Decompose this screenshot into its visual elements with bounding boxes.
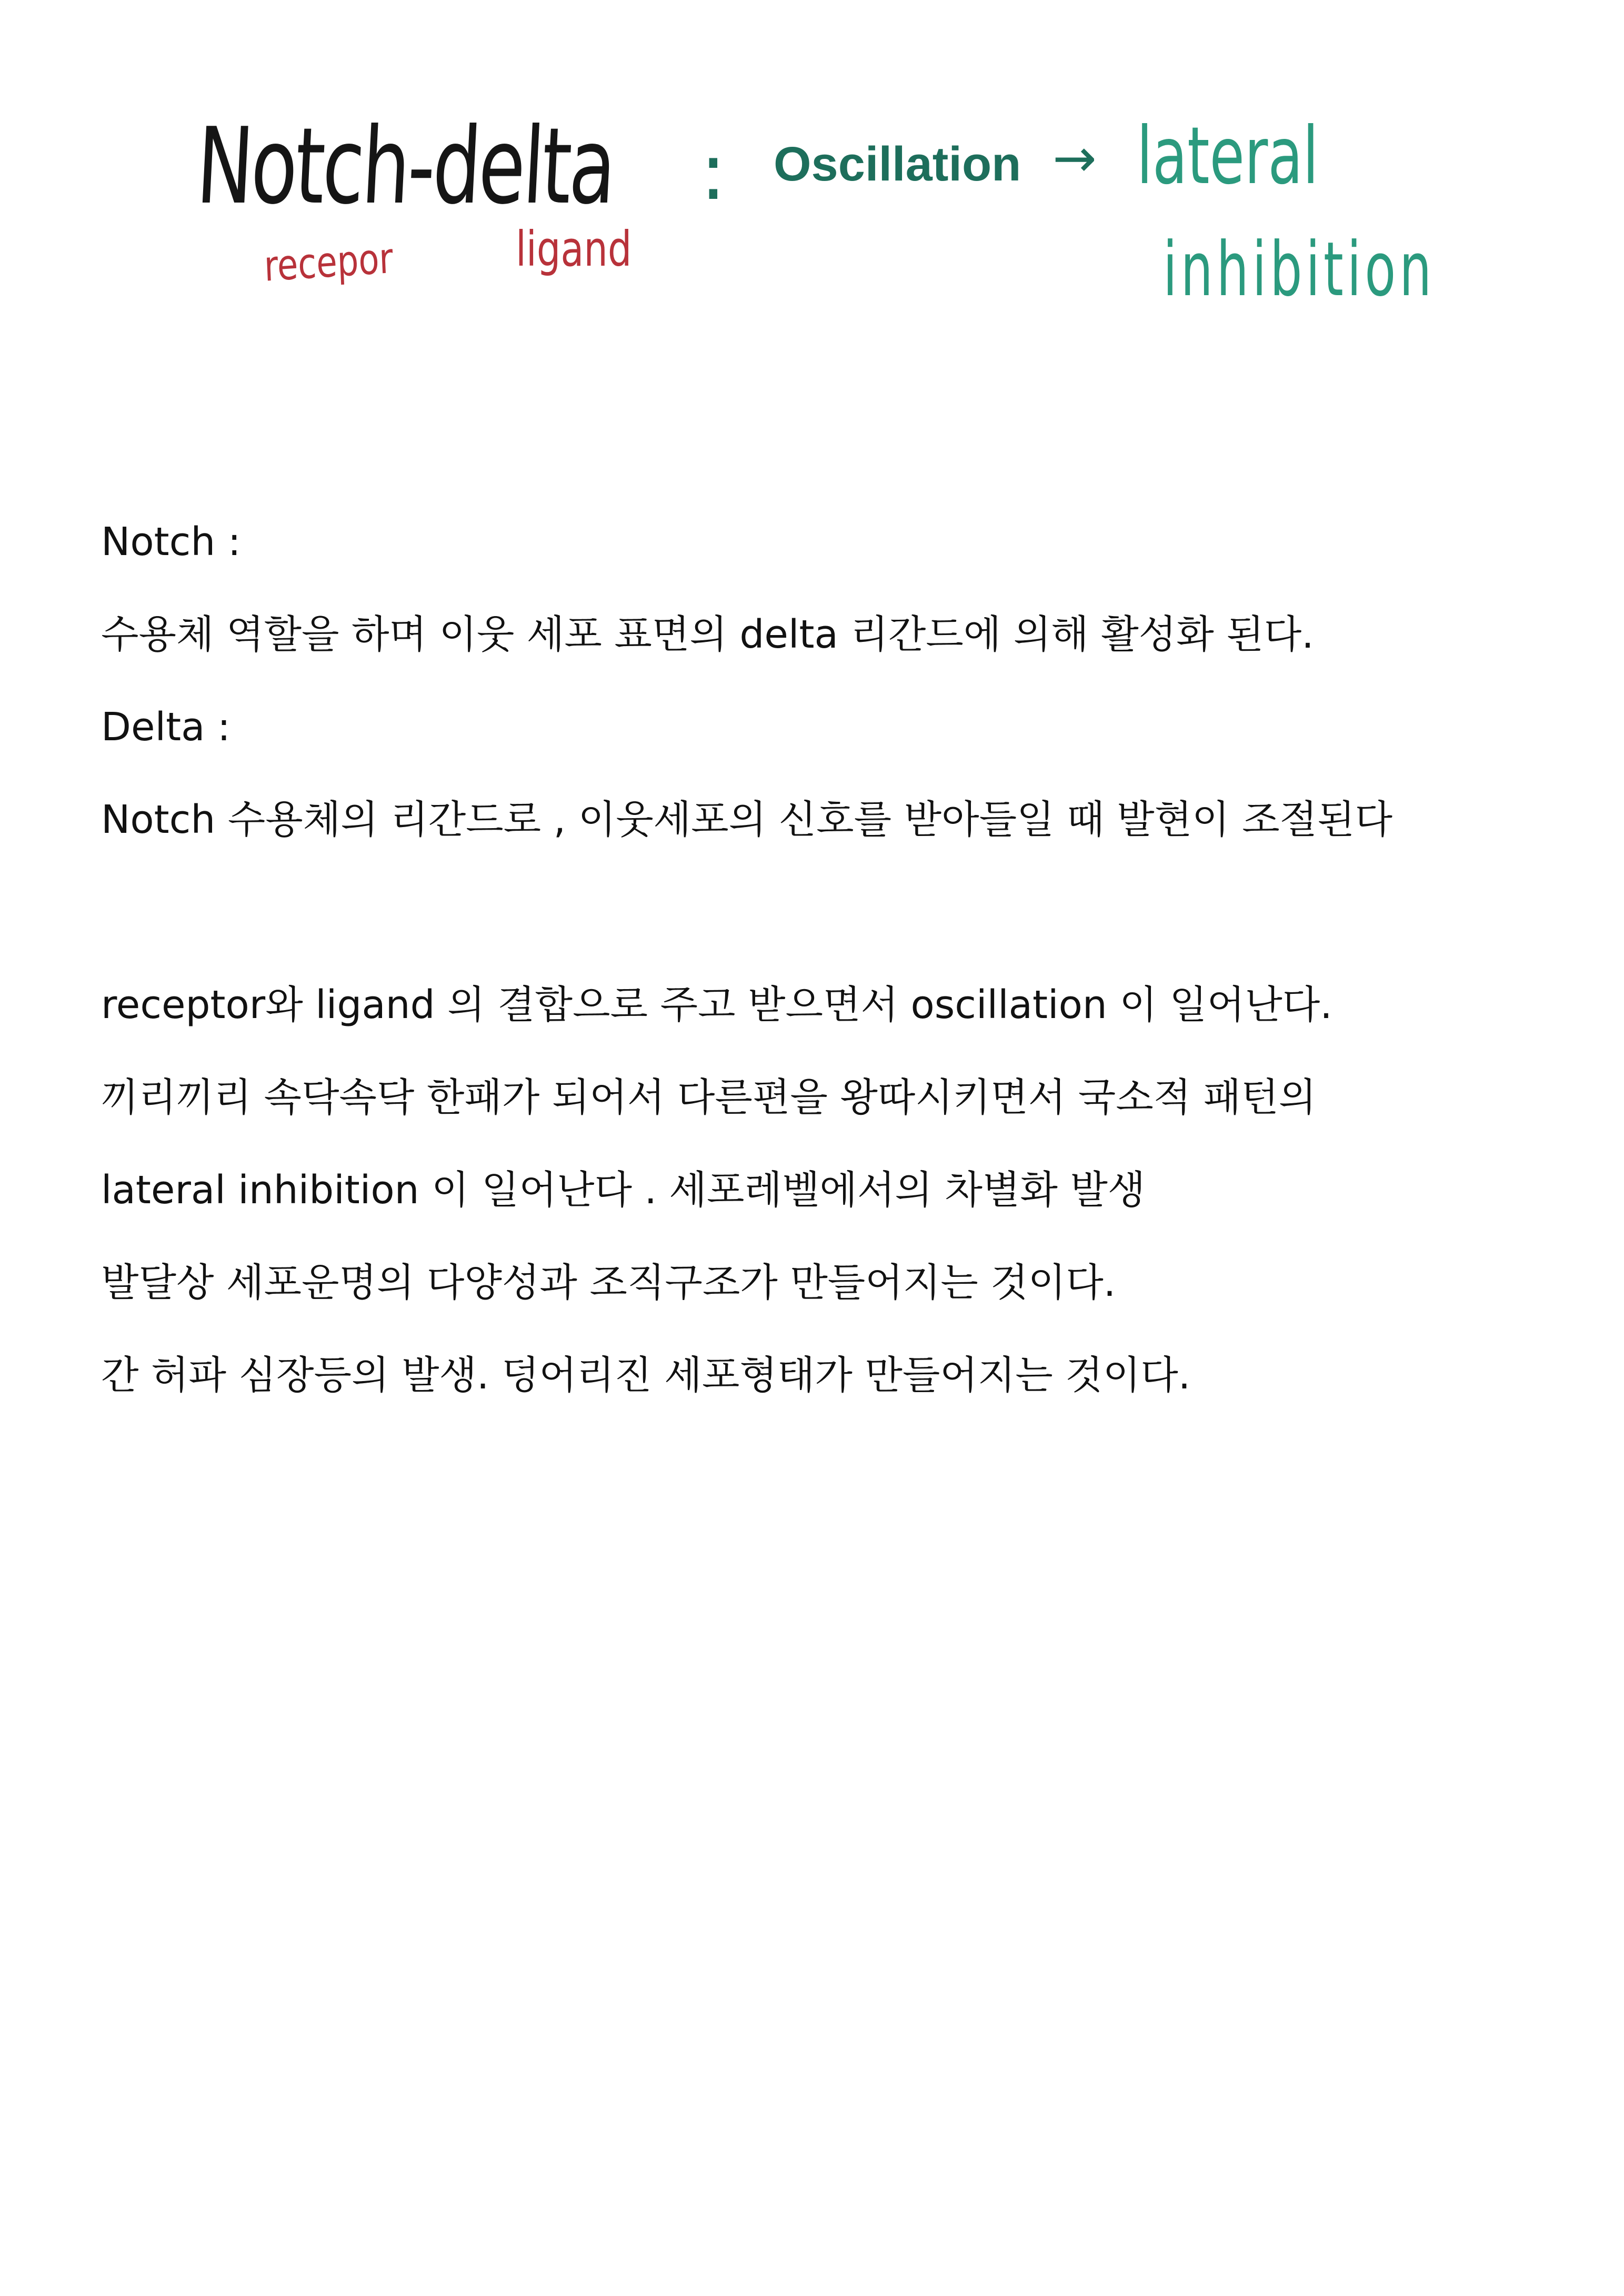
delta-heading: Delta : [101, 704, 230, 750]
handwritten-header [194, 95, 1452, 347]
notch-description: 수용체 역할을 하며 이웃 세포 표면의 delta 리간드에 의해 활성화 된다. [101, 612, 1314, 657]
title-colon: : [700, 126, 727, 218]
paragraph-spacer [101, 886, 1548, 979]
cell-fate-text: 발달상 세포운명의 다양성과 조직구조가 만들어지는 것이다. [101, 1260, 1116, 1305]
oscillation-label: Oscillation [774, 137, 1021, 191]
organ-development-text: 간 허파 심장등의 발생. 덩어리진 세포형태가 만들어지는 것이다. [101, 1353, 1191, 1398]
notch-delta-title: Notch-delta [194, 105, 617, 228]
inhibition-label: inhibition [1163, 226, 1436, 313]
lateral-inhibition-text: lateral inhibition 이 일어난다 . 세포레벨에서의 차별화 발생 [101, 1167, 1146, 1213]
lateral-label: lateral [1137, 110, 1319, 202]
body-text [101, 516, 1548, 1442]
arrow-right-icon: → [1052, 127, 1097, 189]
binding-oscillation-text: receptor와 ligand 의 결합으로 주고 받으면서 oscillation 이 일어난다. [101, 982, 1332, 1028]
receptor-annotation: recepor [263, 233, 394, 291]
delta-description: Notch 수용체의 리간드로 , 이웃세포의 신호를 받아들일 때 발현이 조절된다 [101, 797, 1393, 842]
notch-heading: Notch : [101, 519, 241, 565]
ligand-annotation: ligand [516, 221, 632, 277]
pattern-text: 끼리끼리 속닥속닥 한패가 되어서 다른편을 왕따시키면서 국소적 패턴의 [101, 1075, 1317, 1120]
